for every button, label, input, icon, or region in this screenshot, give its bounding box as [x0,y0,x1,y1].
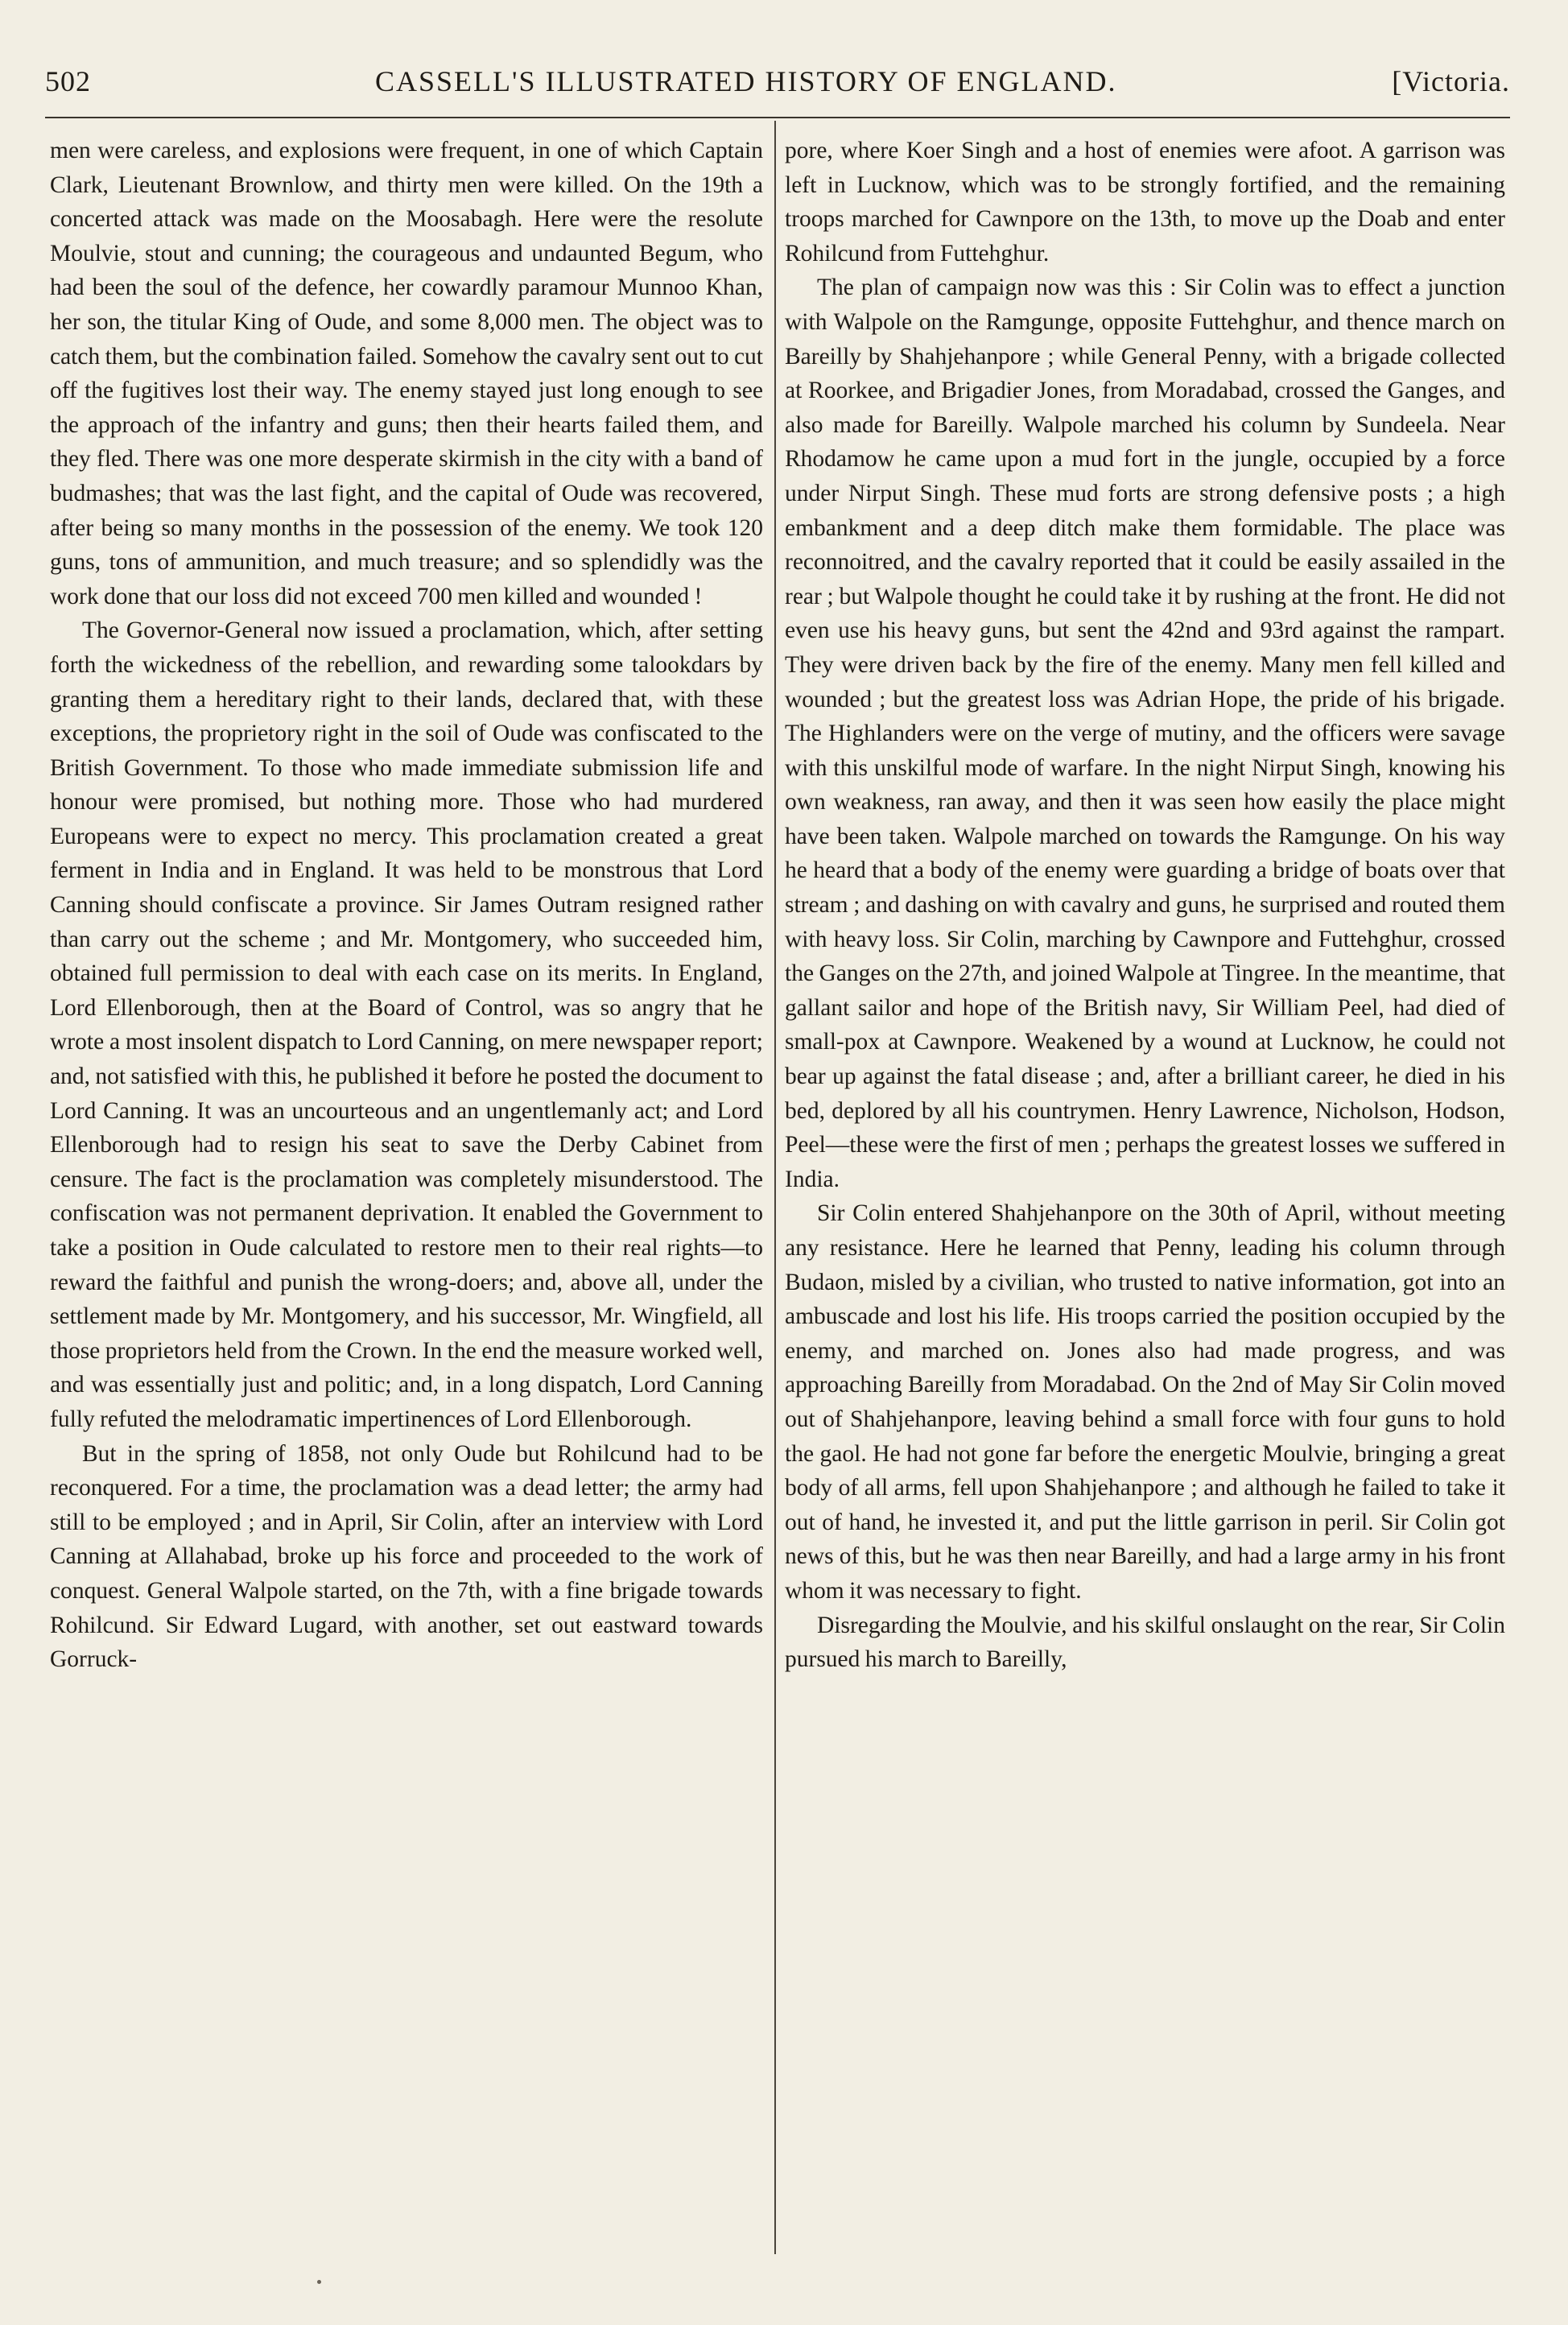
header-rule [45,117,1510,118]
running-title: CASSELL'S ILLUSTRATED HISTORY OF ENGLAND. [375,65,1117,97]
running-header [45,58,1510,106]
left-column [50,134,763,1677]
paragraph: men were careless, and explosions were frequent, in one of which Captain Clark, Lieutenant Brownlow, and thirty men were killed. On the 19th a concerted attack was made on the Moosabagh. Here were the resolute Moulvie, stout and cunning; the courageous and undaunted Begum, who had been the soul of the defence, her cowardly paramour Munnoo Khan, her son, the titular King of Oude, and some 8,000 men. The object was to catch them, but the combination failed. Somehow the cavalry sent out to cut off the fugitives lost their way. The enemy stayed just long enough to see the approach of the infantry and guns; then their hearts failed them, and they fled. There was one more desperate skirmish in the city with a band of budmashes; that was the last fight, and the capital of Oude was recovered, after being so many months in the possession of the enemy. We took 120 guns, tons of ammunition, and much treasure; and so splendidly was the work done that our loss did not exceed 700 men killed and wounded ! [50,138,763,609]
paragraph: Sir Colin entered Shahjehanpore on the 30th of April, without meeting any resistance. Here he learned that Penny, leading his column through Budaon, misled by a civilian, who trusted to native information, got into an ambuscade and lost his life. His troops carried the position occupied by the enemy, and marched on. Jones also had made progress, and was approaching Bareilly from Moradabad. On the 2nd of May Sir Colin moved out of Shahjehanpore, leaving behind a small force with four guns to hold the gaol. He had not gone far before the energetic Moulvie, bringing a great body of all arms, fell upon Shahjehanpore ; and although he failed to take it out of hand, he invested it, and put the little garrison in peril. Sir Colin got news of this, but he was then near Bareilly, and had a large army in his front whom it was necessary to fight. [785,1200,1505,1604]
paragraph: But in the spring of 1858, not only Oude but Rohilcund had to be reconquered. For a time, the proclamation was a dead letter; the army had still to be employed ; and in April, Sir Colin, after an interview with Lord Canning at Allahabad, broke up his force and proceeded to the work of conquest. General Walpole started, on the 7th, with a fine brigade towards Rohilcund. Sir Edward Lugard, with another, set out eastward towards Gorruck- [50,1440,763,1673]
paragraph: The Governor-General now issued a proclamation, which, after setting forth the wickedness of the rebellion, and rewarding some talookdars by granting them a hereditary right to their lands, declared that, with these exceptions, the proprietory right in the soil of Oude was confiscated to the British Government. To those who made immediate submission life and honour were promised, but nothing more. Those who had murdered Europeans were to expect no mercy. This proclamation created a great ferment in India and in England. It was held to be monstrous that Lord Canning should confiscate a province. Sir James Outram resigned rather than carry out the scheme ; and Mr. Montgomery, who succeeded him, obtained full permission to deal with each case on its merits. In England, Lord Ellenborough, then at the Board of Control, was so angry that he wrote a most insolent dispatch to Lord Canning, on mere newspaper report; and, not satisfied with this, he published it before he posted the document to Lord Canning. It was an uncourteous and an ungentlemanly act; and Lord Ellenborough had to resign his seat to save the Derby Cabinet from censure. The fact is the proclamation was completely misunderstood. The confiscation was not permanent deprivation. It enabled the Government to take a position in Oude calculated to restore men to their real rights—to reward the faithful and punish the wrong-doers; and, above all, under the settlement made by Mr. Montgomery, and his successor, Mr. Wingfield, all those proprietors held from the Crown. In the end the measure worked well, and was essentially just and politic; and, in a long dispatch, Lord Canning fully refuted the melodramatic impertinences of Lord Ellenborough. [50,617,763,1432]
reign-label: [Victoria. [1392,65,1510,97]
column-divider [774,121,776,2254]
paragraph: The plan of campaign now was this : Sir Colin was to effect a junction with Walpole on the Ramgunge, opposite Futtehghur, and thence march on Bareilly by Shahjehanpore ; while General Penny, with a brigade collected at Roorkee, and Brigadier Jones, from Moradabad, crossed the Ganges, and also made for Bareilly. Walpole marched his column by Sundeela. Near Rhodamow he came upon a mud fort in the jungle, occupied by a force under Nirput Singh. These mud forts are strong defensive posts ; a high embankment and a deep ditch make them formidable. The place was reconnoitred, and the cavalry reported that it could be easily assailed in the rear ; but Walpole thought he could take it by rushing at the front. He did not even use his heavy guns, but sent the 42nd and 93rd against the rampart. They were driven back by the fire of the enemy. Many men fell killed and wounded ; but the greatest loss was Adrian Hope, the pride of his brigade. The Highlanders were on the verge of mutiny, and the officers were savage with this unskilful mode of warfare. In the night Nirput Singh, knowing his own weakness, ran away, and then it was seen how easily the place might have been taken. Walpole marched on towards the Ramgunge. On his way he heard that a body of the enemy were guarding a bridge of boats over that stream ; and dashing on with cavalry and guns, he surprised and routed them with heavy loss. Sir Colin, marching by Cawnpore and Futtehghur, crossed the Ganges on the 27th, and joined Walpole at Tingree. In the meantime, that gallant sailor and hope of the British navy, Sir William Peel, had died of small-pox at Cawnpore. Weakened by a wound at Lucknow, he could not bear up against the fatal disease ; and, after a brilliant career, he died in his bed, deplored by all his countrymen. Henry Lawrence, Nicholson, Hodson, Peel—these were the first of men ; perhaps the greatest losses we suffered in India. [785,275,1505,1192]
paragraph: Disregarding the Moulvie, and his skilful onslaught on the rear, Sir Colin pursued his march to Bareilly, [785,1612,1505,1673]
page-number: 502 [45,65,91,97]
right-column [785,134,1505,1677]
paragraph: pore, where Koer Singh and a host of enemies were afoot. A garrison was left in Lucknow, which was to be strongly fortified, and the remaining troops marched for Cawnpore on the 13th, to move up the Doab and enter Rohilcund from Futtehghur. [785,138,1505,266]
printer-mark [317,2280,321,2284]
